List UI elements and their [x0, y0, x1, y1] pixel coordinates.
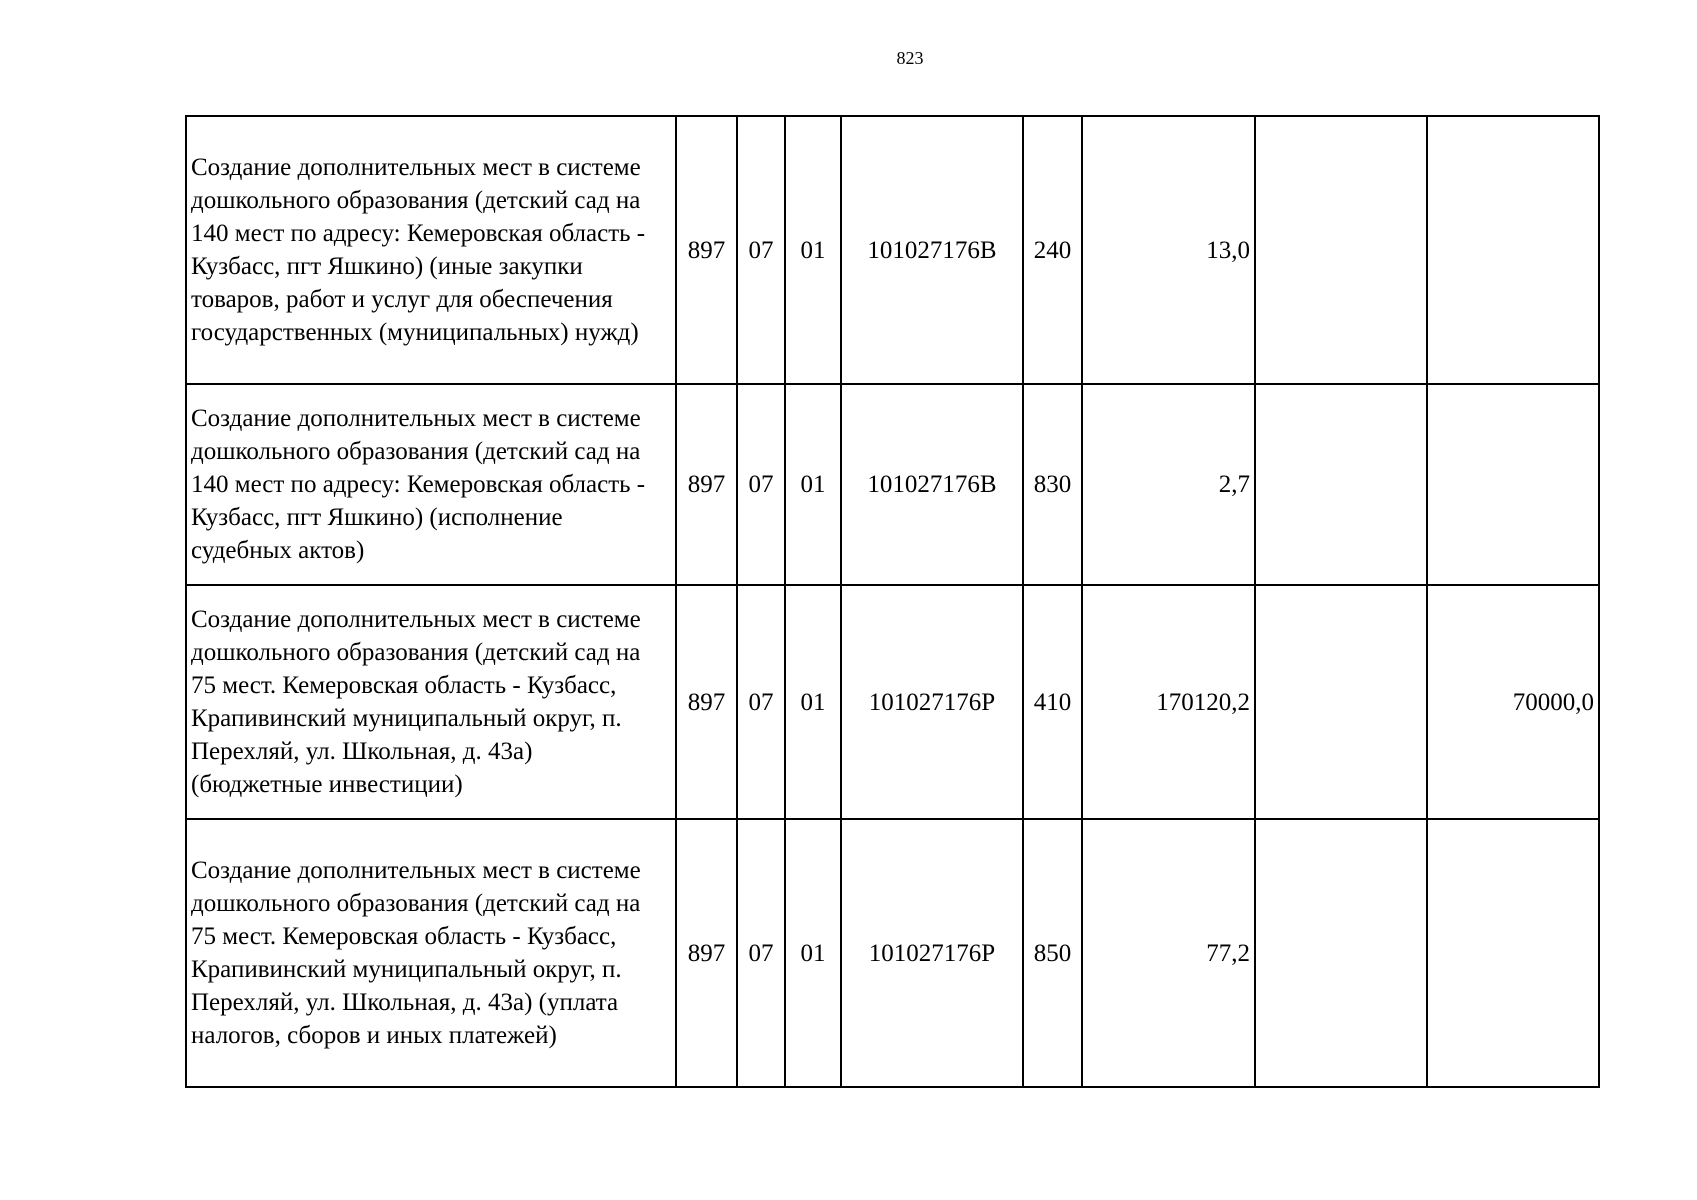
section-code: 07	[737, 819, 785, 1087]
budget-table	[185, 115, 1600, 1088]
amount-1-cell: 77,2	[1082, 819, 1255, 1087]
subsection-code: 01	[785, 384, 841, 585]
amount-2-cell	[1255, 384, 1427, 585]
target-article-code: 101027176В	[841, 116, 1023, 384]
row-description: Создание дополнительных мест в системе дошкольного образования (детский сад на 140 мест по адресу: Кемеровская область - Кузбасс, пгт Яшкино) (иные закупки товаров, работ и услуг для обеспечения государственных (муниципальных) нужд)	[186, 116, 676, 384]
ministry-code: 897	[676, 116, 737, 384]
target-article-code: 101027176В	[841, 384, 1023, 585]
row-description: Создание дополнительных мест в системе дошкольного образования (детский сад на 140 мест по адресу: Кемеровская область - Кузбасс, пгт Яшкино) (исполнение судебных актов)	[186, 384, 676, 585]
table-row	[186, 585, 1599, 819]
table-row	[186, 116, 1599, 384]
amount-3-cell	[1427, 116, 1599, 384]
amount-2-cell	[1255, 585, 1427, 819]
expense-type-code: 850	[1023, 819, 1082, 1087]
ministry-code: 897	[676, 819, 737, 1087]
section-code: 07	[737, 585, 785, 819]
section-code: 07	[737, 384, 785, 585]
subsection-code: 01	[785, 116, 841, 384]
page-number: 823	[896, 48, 924, 68]
amount-3-cell: 70000,0	[1427, 585, 1599, 819]
ministry-code: 897	[676, 384, 737, 585]
expense-type-code: 240	[1023, 116, 1082, 384]
amount-2-cell	[1255, 819, 1427, 1087]
expense-type-code: 830	[1023, 384, 1082, 585]
table-row	[186, 384, 1599, 585]
amount-1-cell: 170120,2	[1082, 585, 1255, 819]
amount-1-cell: 2,7	[1082, 384, 1255, 585]
amount-2-cell	[1255, 116, 1427, 384]
amount-1-cell: 13,0	[1082, 116, 1255, 384]
target-article-code: 101027176Р	[841, 819, 1023, 1087]
subsection-code: 01	[785, 819, 841, 1087]
row-description: Создание дополнительных мест в системе дошкольного образования (детский сад на 75 мест. Кемеровская область - Кузбасс, Крапивинский муниципальный округ, п. Перехляй, ул. Школьная, д. 43а) (бюджетные инвестиции)	[186, 585, 676, 819]
ministry-code: 897	[676, 585, 737, 819]
subsection-code: 01	[785, 585, 841, 819]
target-article-code: 101027176Р	[841, 585, 1023, 819]
table-row	[186, 819, 1599, 1087]
row-description: Создание дополнительных мест в системе дошкольного образования (детский сад на 75 мест. Кемеровская область - Кузбасс, Крапивинский муниципальный округ, п. Перехляй, ул. Школьная, д. 43а) (уплата налогов, сборов и иных платежей)	[186, 819, 676, 1087]
expense-type-code: 410	[1023, 585, 1082, 819]
amount-3-cell	[1427, 384, 1599, 585]
amount-3-cell	[1427, 819, 1599, 1087]
section-code: 07	[737, 116, 785, 384]
